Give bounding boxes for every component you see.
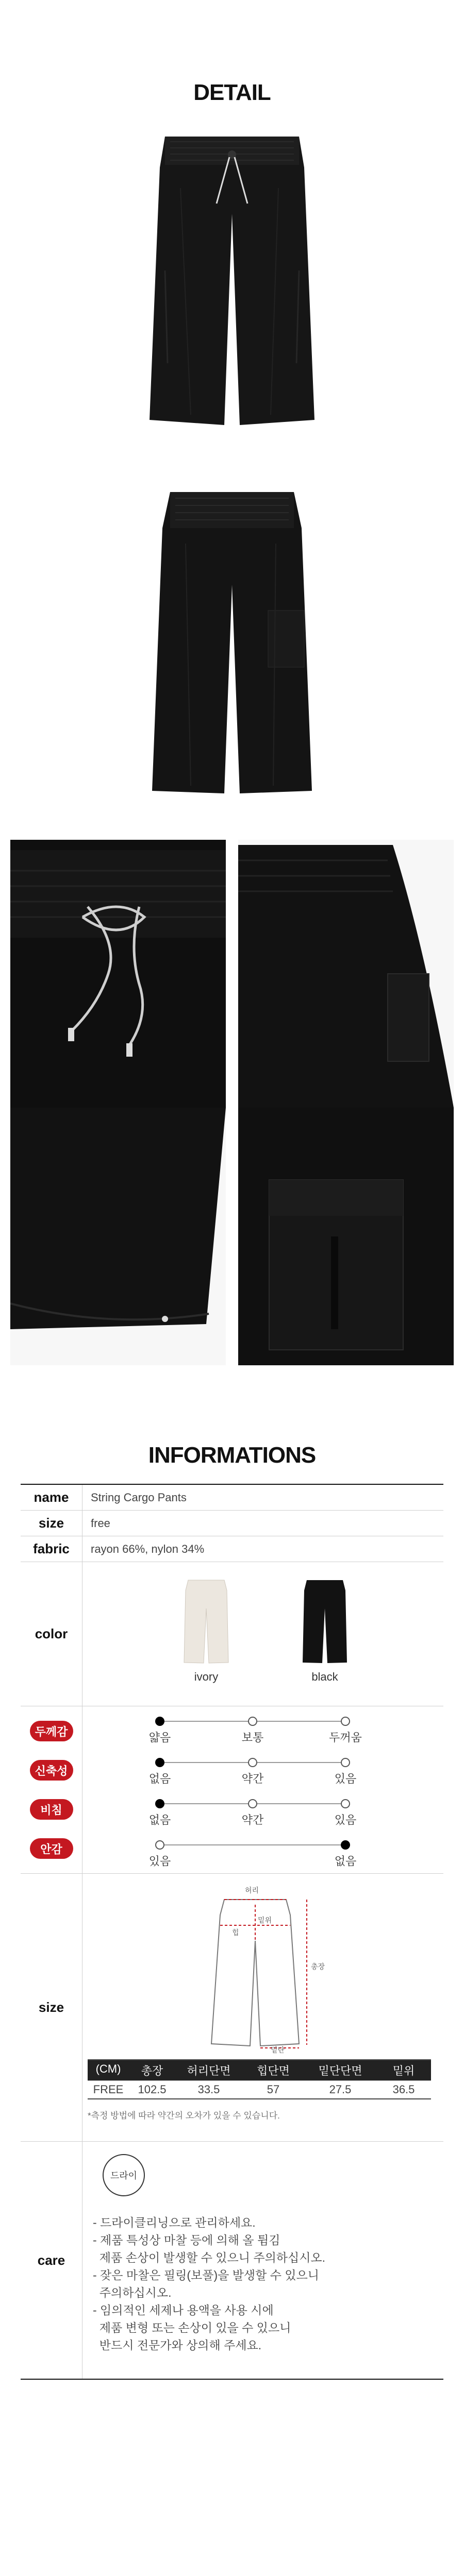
care-line: - 제품 특성상 마찰 등에 의해 올 튐김	[93, 2233, 280, 2247]
diagram-rise-label: 밑위	[258, 1916, 272, 1924]
stretch-opt-1: 약간	[241, 1772, 264, 1785]
black-swatch-shape	[303, 1580, 347, 1663]
size-table	[88, 2059, 431, 2099]
diagram-hem-label: 밑단	[271, 2046, 285, 2054]
care-line: 주의하십시오.	[93, 2286, 172, 2299]
thickness-opt-2: 두꺼움	[329, 1731, 362, 1744]
stretch-dot-yes	[341, 1758, 350, 1767]
color-label: color	[21, 1562, 82, 1706]
lining-dot-yes	[155, 1840, 164, 1850]
ivory-swatch-shape	[184, 1580, 228, 1663]
ivory-swatch	[183, 1578, 229, 1665]
sheer-dot-yes	[341, 1799, 350, 1808]
stretch-dot-none	[155, 1758, 164, 1767]
lining-opt-0: 있음	[148, 1855, 171, 1868]
black-label: black	[311, 1670, 338, 1683]
lining-scale-line	[160, 1844, 345, 1845]
size-header-waist: 허리단면	[187, 2064, 231, 2077]
waistband-closeup-image	[10, 840, 226, 1108]
size-table-header	[88, 2060, 431, 2080]
thickness-pill: 두께감	[30, 1721, 73, 1741]
thickness-dot-thick	[341, 1717, 350, 1726]
size-cell: FREE	[93, 2083, 124, 2096]
fabric-row	[21, 1536, 443, 1562]
sheer-opt-2: 있음	[334, 1814, 357, 1826]
pants-front-image	[129, 126, 335, 435]
name-label: name	[21, 1485, 82, 1510]
side-closeup-image	[238, 840, 454, 1108]
information-table	[21, 1484, 443, 2380]
size-header-cm: (CM)	[95, 2062, 121, 2075]
care-line: - 잦은 마찰은 필링(보풀)을 발생할 수 있으니	[93, 2268, 320, 2282]
care-row	[21, 2142, 443, 2379]
size-cell: 36.5	[392, 2083, 415, 2096]
size-chart-row	[21, 1874, 443, 2142]
thickness-opt-0: 얇음	[148, 1731, 171, 1744]
dry-clean-icon	[93, 2152, 155, 2198]
diagram-hip-label: 힙	[232, 1928, 239, 1937]
sheer-opt-0: 없음	[148, 1814, 171, 1826]
name-value: String Cargo Pants	[91, 1490, 187, 1504]
size-value: free	[91, 1516, 110, 1530]
size-note: *측정 방법에 따라 약간의 오차가 있을 수 있습니다.	[88, 2111, 280, 2121]
care-instructions	[93, 2214, 423, 2354]
size-chart-label: size	[21, 1874, 82, 2141]
size-header-hip: 힙단면	[257, 2064, 290, 2077]
care-line: 반드시 전문가와 상의해 주세요.	[93, 2338, 262, 2352]
care-line: 제품 손상이 발생할 수 있으니 주의하십시오.	[93, 2251, 326, 2264]
size-diagram	[178, 1884, 333, 2054]
stretch-opt-0: 없음	[148, 1772, 171, 1785]
sheer-pill: 비침	[30, 1799, 73, 1820]
name-row	[21, 1485, 443, 1511]
stretch-pill: 신축성	[30, 1760, 73, 1781]
hem-closeup-image	[10, 1108, 226, 1365]
cargo-pocket-closeup-image	[238, 1108, 454, 1365]
lining-opt-1: 없음	[334, 1855, 357, 1868]
color-values	[82, 1562, 443, 1706]
size-header-hem: 밑단단면	[318, 2064, 362, 2077]
black-swatch	[302, 1578, 348, 1665]
sheer-opt-1: 약간	[241, 1814, 264, 1826]
thickness-opt-1: 보통	[241, 1731, 264, 1744]
detail-title: DETAIL	[193, 80, 271, 105]
dry-clean-badge-text: 드라이	[110, 2171, 138, 2181]
care-line: - 드라이클리닝으로 관리하세요.	[93, 2216, 256, 2229]
care-line: - 임의적인 세제나 용액을 사용 시에	[93, 2303, 274, 2317]
sheer-dot-none	[155, 1799, 164, 1808]
care-label: care	[21, 2142, 82, 2379]
ivory-label: ivory	[194, 1670, 219, 1683]
size-chart	[82, 1874, 443, 2141]
care-line: 제품 변형 또는 손상이 있을 수 있으니	[93, 2321, 291, 2334]
pants-back-image	[129, 482, 335, 801]
size-cell: 102.5	[138, 2083, 167, 2096]
lining-dot-no	[341, 1840, 350, 1850]
stretch-dot-slight	[248, 1758, 257, 1767]
diagram-length-label: 총장	[311, 1962, 325, 1971]
stretch-opt-2: 있음	[334, 1772, 357, 1785]
size-label: size	[21, 1511, 82, 1536]
sheer-dot-slight	[248, 1799, 257, 1808]
size-cell: 27.5	[329, 2083, 352, 2096]
scale-values	[82, 1706, 443, 1873]
size-table-row	[88, 2080, 431, 2098]
thickness-dot-normal	[248, 1717, 257, 1726]
size-header-rise: 밑위	[392, 2064, 415, 2077]
diagram-waist-label: 허리	[245, 1886, 259, 1894]
scale-pills	[21, 1706, 82, 1873]
size-row	[21, 1511, 443, 1536]
fabric-label: fabric	[21, 1536, 82, 1562]
informations-title: INFORMATIONS	[148, 1443, 316, 1468]
care-content	[82, 2142, 443, 2379]
lining-pill: 안감	[30, 1838, 73, 1859]
size-header-length: 총장	[141, 2064, 163, 2077]
thickness-dot-thin	[155, 1717, 164, 1726]
size-cell: 33.5	[197, 2083, 220, 2096]
fabric-value: rayon 66%, nylon 34%	[91, 1542, 205, 1555]
property-scales-row	[21, 1706, 443, 1874]
size-cell: 57	[267, 2083, 280, 2096]
color-row	[21, 1562, 443, 1706]
